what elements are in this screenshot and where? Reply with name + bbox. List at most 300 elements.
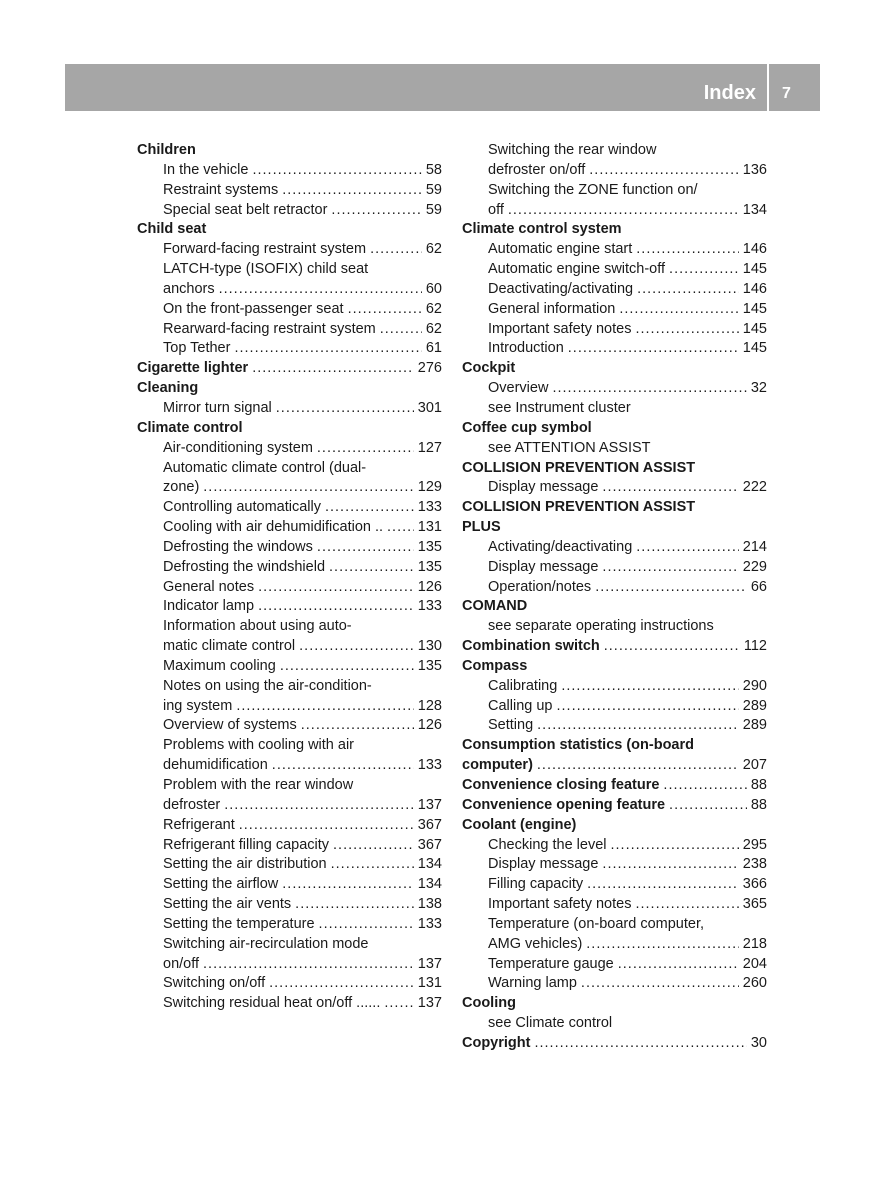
index-entry [462, 776, 767, 796]
index-entry [163, 181, 442, 201]
dot-leader [387, 518, 414, 538]
entry-label: Defrosting the windshield [163, 558, 326, 575]
index-entry [488, 578, 767, 598]
dot-leader [331, 201, 421, 221]
page-reference: 289 [742, 717, 767, 734]
index-subentry [137, 836, 442, 856]
index-heading [462, 359, 767, 379]
index-subentry [462, 439, 767, 459]
entry-label: PLUS [462, 519, 501, 536]
dot-leader [534, 1034, 746, 1054]
index-entry [163, 597, 442, 617]
page-reference: 290 [742, 677, 767, 694]
index-column-right [462, 141, 767, 1054]
index-heading [462, 756, 767, 776]
dot-leader [333, 836, 414, 856]
page-reference: 145 [742, 340, 767, 357]
entry-label: Restraint systems [163, 181, 279, 198]
page-reference: 133 [417, 499, 442, 516]
dot-leader [602, 558, 738, 578]
entry-label: Top Tether [163, 340, 231, 357]
entry-label: Setting the airflow [163, 876, 279, 893]
entry-label: Problems with cooling with air [163, 737, 354, 754]
page-reference: 59 [425, 181, 442, 198]
index-subentry [137, 280, 442, 300]
index-subentry [137, 895, 442, 915]
index-subentry [137, 399, 442, 419]
index-entry [488, 161, 767, 181]
entry-label: Switching residual heat on/off ...... [163, 995, 381, 1012]
index-heading [462, 657, 767, 677]
index-subentry [462, 935, 767, 955]
entry-label: Overview [488, 380, 549, 397]
index-subentry [462, 379, 767, 399]
index-subentry [137, 697, 442, 717]
index-entry [163, 895, 442, 915]
page-reference: 218 [742, 935, 767, 952]
page-reference: 61 [425, 340, 442, 357]
dot-leader [602, 478, 738, 498]
dot-leader [537, 716, 739, 736]
dot-leader [595, 578, 747, 598]
index-subentry [137, 796, 442, 816]
page-reference: 133 [417, 598, 442, 615]
dot-leader [604, 637, 740, 657]
entry-label: Convenience closing feature [462, 777, 660, 793]
dot-leader [317, 538, 414, 558]
entry-label: Display message [488, 479, 599, 496]
dot-leader [331, 855, 414, 875]
index-subentry [137, 240, 442, 260]
index-subentry [137, 776, 442, 796]
page-reference: 204 [742, 955, 767, 972]
entry-label: COLLISION PREVENTION ASSIST [462, 459, 696, 476]
header-divider [767, 64, 769, 111]
index-subentry [137, 320, 442, 340]
page-reference: 145 [742, 300, 767, 317]
index-subentry [137, 260, 442, 280]
entry-label: Defrosting the windows [163, 538, 313, 555]
index-heading [462, 419, 767, 439]
page-reference: 207 [742, 757, 767, 774]
index-heading [462, 459, 767, 479]
entry-label: see Instrument cluster [488, 399, 631, 416]
index-subentry [137, 974, 442, 994]
index-heading [137, 379, 442, 399]
index-subentry [137, 201, 442, 221]
index-entry [488, 300, 767, 320]
dot-leader [370, 240, 422, 260]
index-entry [163, 855, 442, 875]
index-subentry [137, 756, 442, 776]
index-entry [488, 716, 767, 736]
index-entry [462, 756, 767, 776]
entry-label: Operation/notes [488, 578, 592, 595]
page-header [65, 64, 820, 111]
page-reference: 238 [742, 856, 767, 873]
index-entry [488, 875, 767, 895]
page-reference: 145 [742, 320, 767, 337]
page-reference: 366 [742, 876, 767, 893]
index-heading [462, 994, 767, 1014]
entry-label: Deactivating/activating [488, 280, 634, 297]
page-reference: 214 [742, 538, 767, 555]
index-entry [163, 399, 442, 419]
dot-leader [589, 161, 739, 181]
entry-label: Cooling with air dehumidification .. [163, 519, 384, 536]
entry-label: Compass [462, 657, 528, 674]
index-subentry [462, 399, 767, 419]
page-reference: 367 [417, 836, 442, 853]
index-subentry [137, 558, 442, 578]
index-entry [163, 697, 442, 717]
entry-label: Indicator lamp [163, 598, 255, 615]
page-reference: 145 [742, 261, 767, 278]
dot-leader [252, 359, 414, 379]
entry-label: On the front-passenger seat [163, 300, 344, 317]
page-reference: 134 [417, 856, 442, 873]
page-reference: 276 [417, 360, 442, 377]
dot-leader [552, 379, 746, 399]
index-subentry [462, 915, 767, 935]
page-reference: 137 [417, 995, 442, 1012]
index-entry [163, 836, 442, 856]
entry-label: Switching on/off [163, 975, 266, 992]
index-entry [163, 716, 442, 736]
index-entry [488, 320, 767, 340]
entry-label: Climate control system [462, 221, 622, 238]
entry-label: defroster on/off [488, 161, 586, 178]
entry-label: Introduction [488, 340, 564, 357]
page-reference: 60 [425, 280, 442, 297]
dot-leader [568, 339, 739, 359]
index-entry [163, 796, 442, 816]
index-entry [488, 935, 767, 955]
dot-leader [301, 716, 414, 736]
index-entry [163, 558, 442, 578]
index-heading [462, 498, 767, 518]
page-reference: 131 [417, 519, 442, 536]
index-subentry [462, 974, 767, 994]
dot-leader [280, 657, 414, 677]
page-reference: 58 [425, 161, 442, 178]
page-number: 7 [782, 85, 791, 102]
entry-label: Important safety notes [488, 320, 632, 337]
entry-label: COLLISION PREVENTION ASSIST [462, 499, 696, 516]
index-subentry [462, 836, 767, 856]
entry-label: on/off [163, 955, 200, 972]
index-entry [163, 538, 442, 558]
entry-label: Refrigerant filling capacity [163, 836, 330, 853]
entry-label: General information [488, 300, 616, 317]
index-entry [163, 578, 442, 598]
index-subentry [137, 677, 442, 697]
entry-label: Children [137, 142, 196, 158]
dot-leader [239, 816, 414, 836]
index-entry [488, 697, 767, 717]
page-reference: 260 [742, 975, 767, 992]
entry-label: Switching the ZONE function on/ [488, 181, 698, 198]
entry-label: Mirror turn signal [163, 399, 272, 416]
index-entry [488, 379, 767, 399]
dot-leader [219, 280, 422, 300]
entry-label: Display message [488, 856, 599, 873]
index-subentry [462, 478, 767, 498]
index-subentry [462, 955, 767, 975]
index-entry [163, 478, 442, 498]
entry-label: Activating/deactivating [488, 538, 633, 555]
dot-leader [252, 161, 421, 181]
index-entry [163, 300, 442, 320]
index-subentry [462, 875, 767, 895]
index-subentry [137, 637, 442, 657]
index-entry [488, 558, 767, 578]
page-reference: 136 [742, 161, 767, 178]
page-reference: 128 [417, 697, 442, 714]
dot-leader [636, 240, 739, 260]
dot-leader [295, 895, 414, 915]
entry-label: Automatic climate control (dual- [163, 459, 367, 476]
dot-leader [669, 260, 739, 280]
page-reference: 127 [417, 439, 442, 456]
index-heading [462, 518, 767, 538]
dot-leader [282, 181, 422, 201]
index-subentry [137, 597, 442, 617]
index-subentry [137, 657, 442, 677]
index-subentry [462, 855, 767, 875]
entry-label: computer) [462, 757, 533, 774]
entry-label: Maximum cooling [163, 657, 276, 674]
dot-leader [635, 895, 738, 915]
index-heading [137, 359, 442, 379]
entry-label: Setting [488, 717, 534, 734]
dot-leader [236, 697, 413, 717]
page-reference: 138 [417, 896, 442, 913]
page-reference: 32 [750, 380, 767, 397]
index-subentry [137, 994, 442, 1014]
dot-leader [602, 855, 738, 875]
dot-leader [282, 875, 414, 895]
index-subentry [462, 320, 767, 340]
page-reference: 134 [417, 876, 442, 893]
entry-label: Warning lamp [488, 975, 577, 992]
page-reference: 289 [742, 697, 767, 714]
dot-leader [611, 836, 739, 856]
page-reference: 365 [742, 896, 767, 913]
entry-label: Special seat belt retractor [163, 201, 328, 218]
dot-leader [234, 339, 421, 359]
index-subentry [137, 955, 442, 975]
index-subentry [137, 578, 442, 598]
index-entry [163, 320, 442, 340]
entry-label: Setting the temperature [163, 915, 315, 932]
entry-label: Cleaning [137, 380, 199, 397]
dot-leader [508, 201, 739, 221]
entry-label: see ATTENTION ASSIST [488, 439, 651, 456]
index-entry [163, 280, 442, 300]
entry-label: Copyright [462, 1034, 531, 1051]
dot-leader [619, 300, 738, 320]
entry-label: Refrigerant [163, 816, 235, 833]
index-subentry [462, 538, 767, 558]
index-entry [163, 240, 442, 260]
entry-label: LATCH-type (ISOFIX) child seat [163, 261, 369, 278]
index-subentry [462, 280, 767, 300]
entry-label: Overview of systems [163, 717, 297, 734]
dot-leader [635, 320, 738, 340]
index-entry [488, 836, 767, 856]
page-reference: 367 [417, 816, 442, 833]
page-reference: 222 [742, 479, 767, 496]
index-subentry [462, 201, 767, 221]
index-entry [163, 637, 442, 657]
entry-label: Switching the rear window [488, 142, 657, 158]
index-entry [163, 816, 442, 836]
index-entry [163, 657, 442, 677]
index-heading [462, 637, 767, 657]
index-subentry [462, 1014, 767, 1034]
entry-label: Filling capacity [488, 876, 584, 893]
entry-label: Air-conditioning system [163, 439, 313, 456]
index-heading [462, 220, 767, 240]
page-reference: 146 [742, 241, 767, 258]
index-subentry [462, 161, 767, 181]
entry-label: Automatic engine switch-off [488, 261, 666, 278]
entry-label: see separate operating instructions [488, 618, 714, 635]
dot-leader [586, 935, 739, 955]
entry-label: off [488, 201, 504, 218]
index-entry [163, 201, 442, 221]
dot-leader [276, 399, 414, 419]
entry-label: ing system [163, 697, 233, 714]
index-entry [462, 1034, 767, 1054]
index-entry [488, 240, 767, 260]
index-entry [488, 201, 767, 221]
entry-label: Important safety notes [488, 896, 632, 913]
index-subentry [137, 478, 442, 498]
index-entry [163, 756, 442, 776]
page-reference: 62 [425, 300, 442, 317]
index-entry [488, 339, 767, 359]
entry-label: Controlling automatically [163, 499, 321, 516]
entry-label: Coolant (engine) [462, 816, 577, 833]
entry-label: General notes [163, 578, 255, 595]
index-subentry [462, 617, 767, 637]
index-entry [163, 518, 442, 538]
entry-label: Child seat [137, 221, 207, 238]
dot-leader [557, 697, 739, 717]
index-entry [488, 974, 767, 994]
index-subentry [462, 716, 767, 736]
dot-leader [618, 955, 739, 975]
dot-leader [299, 637, 414, 657]
index-entry [163, 915, 442, 935]
entry-label: dehumidification [163, 757, 268, 774]
dot-leader [587, 875, 739, 895]
page-reference: 229 [742, 558, 767, 575]
index-subentry [137, 439, 442, 459]
index-subentry [462, 240, 767, 260]
index-subentry [137, 617, 442, 637]
index-subentry [462, 895, 767, 915]
index-subentry [137, 736, 442, 756]
index-entry [163, 875, 442, 895]
dot-leader [224, 796, 414, 816]
page-reference: 301 [417, 399, 442, 416]
entry-label: Automatic engine start [488, 241, 633, 258]
dot-leader [636, 538, 739, 558]
page-reference: 137 [417, 955, 442, 972]
dot-leader [269, 974, 414, 994]
index-heading [462, 1034, 767, 1054]
page-reference: 62 [425, 320, 442, 337]
entry-label: matic climate control [163, 638, 296, 655]
index-subentry [137, 300, 442, 320]
index-heading [462, 796, 767, 816]
index-subentry [137, 538, 442, 558]
index-entry [163, 439, 442, 459]
page-reference: 133 [417, 915, 442, 932]
dot-leader [637, 280, 739, 300]
page-reference: 62 [425, 241, 442, 258]
index-subentry [137, 716, 442, 736]
index-subentry [462, 578, 767, 598]
index-subentry [137, 181, 442, 201]
index-heading [462, 776, 767, 796]
index-heading [462, 816, 767, 836]
page-reference: 146 [742, 280, 767, 297]
entry-label: Rearward-facing restraint system [163, 320, 376, 337]
index-column-left [137, 141, 442, 1014]
index-entry [488, 955, 767, 975]
dot-leader [561, 677, 738, 697]
entry-label: Climate control [137, 419, 243, 436]
page-reference: 112 [743, 638, 767, 655]
entry-label: Calibrating [488, 677, 558, 694]
page-reference: 295 [742, 836, 767, 853]
index-subentry [137, 161, 442, 181]
entry-label: Switching air-recirculation mode [163, 935, 369, 952]
dot-leader [329, 558, 414, 578]
index-subentry [462, 181, 767, 201]
page-reference: 130 [417, 638, 442, 655]
index-subentry [137, 518, 442, 538]
entry-label: Setting the air distribution [163, 856, 327, 873]
index-subentry [137, 915, 442, 935]
index-heading [462, 736, 767, 756]
index-subentry [462, 339, 767, 359]
dot-leader [380, 320, 422, 340]
entry-label: Display message [488, 558, 599, 575]
dot-leader [581, 974, 739, 994]
dot-leader [258, 578, 414, 598]
entry-label: Temperature (on-board computer, [488, 915, 704, 932]
dot-leader [317, 439, 414, 459]
entry-label: AMG vehicles) [488, 935, 583, 952]
dot-leader [537, 756, 739, 776]
entry-label: Notes on using the air-condition- [163, 677, 372, 694]
entry-label: Calling up [488, 697, 553, 714]
page-reference: 133 [417, 757, 442, 774]
entry-label: Cigarette lighter [137, 360, 249, 377]
entry-label: Cockpit [462, 360, 516, 377]
index-entry [163, 955, 442, 975]
page-reference: 126 [417, 717, 442, 734]
dot-leader [348, 300, 422, 320]
page-reference: 135 [417, 657, 442, 674]
entry-label: Temperature gauge [488, 955, 614, 972]
page-reference: 135 [417, 538, 442, 555]
